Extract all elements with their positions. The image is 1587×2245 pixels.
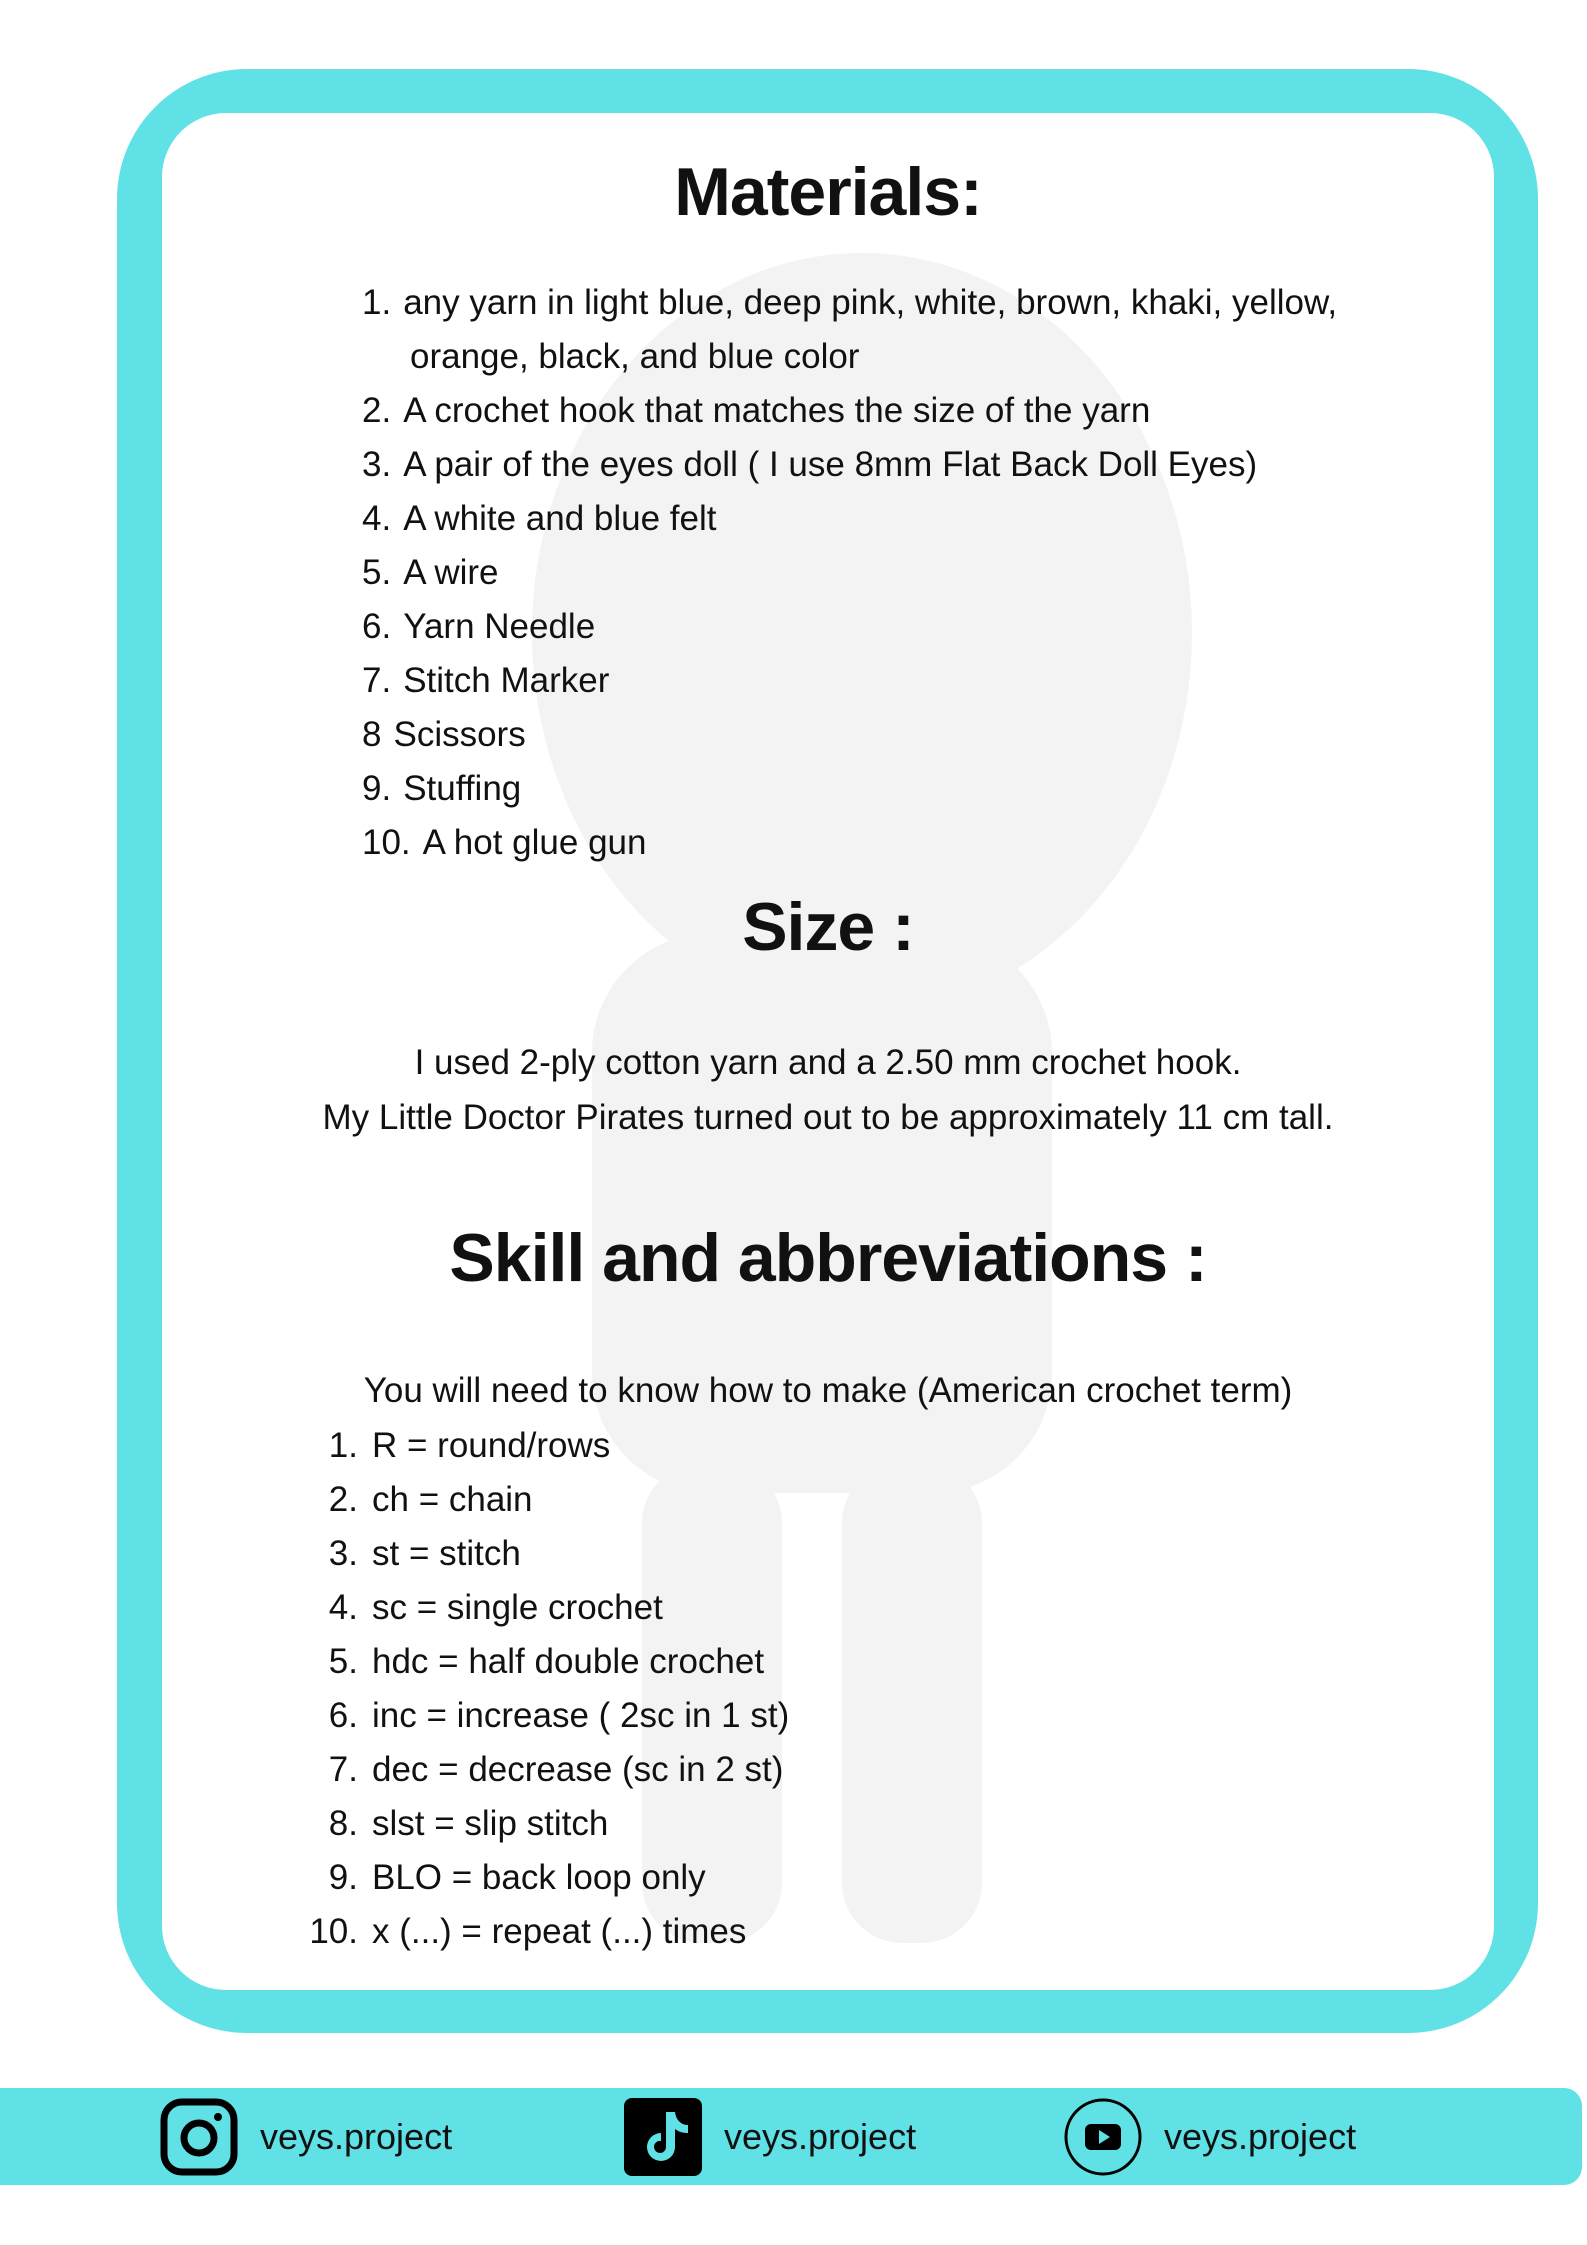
abbreviation-item — [298, 1804, 608, 1844]
item-text: A hot glue gun — [422, 823, 647, 862]
item-text: A pair of the eyes doll ( I use 8mm Flat Back Doll Eyes) — [403, 445, 1258, 484]
materials-item — [362, 553, 499, 593]
abbreviation-item — [298, 1912, 746, 1952]
item-number: 8. — [328, 1804, 358, 1843]
instagram-handle: veys.project — [260, 2116, 453, 2157]
item-number: 7. — [328, 1750, 358, 1789]
size-heading: Size : — [742, 889, 914, 965]
item-text: Stitch Marker — [403, 661, 610, 700]
materials-heading: Materials: — [674, 154, 982, 230]
item-text: Yarn Needle — [403, 607, 596, 646]
item-text: slst = slip stitch — [372, 1804, 609, 1843]
item-number: 2. — [328, 1480, 358, 1519]
item-text: st = stitch — [372, 1534, 521, 1573]
materials-item — [362, 391, 1150, 431]
youtube-link[interactable] — [1064, 2098, 1356, 2176]
item-text: hdc = half double crochet — [372, 1642, 765, 1681]
tiktok-handle: veys.project — [724, 2116, 917, 2157]
abbreviation-item — [298, 1696, 789, 1736]
item-number: 6. — [328, 1696, 358, 1735]
item-number: 3. — [362, 445, 392, 484]
item-number: 10. — [309, 1912, 358, 1951]
abbreviation-item — [298, 1426, 610, 1466]
item-number: 5. — [328, 1642, 358, 1681]
item-number: 1. — [328, 1426, 358, 1465]
materials-item — [362, 499, 716, 539]
abbreviation-item — [298, 1750, 783, 1790]
item-number: 7. — [362, 661, 392, 700]
item-number: 8 — [362, 715, 382, 754]
item-number: 4. — [362, 499, 392, 538]
item-number: 10. — [362, 823, 411, 862]
item-text: A white and blue felt — [403, 499, 717, 538]
item-text: x (...) = repeat (...) times — [372, 1912, 747, 1951]
item-text: Stuffing — [403, 769, 522, 808]
abbreviation-item — [298, 1642, 764, 1682]
skills-intro: You will need to know how to make (American crochet term) — [363, 1371, 1293, 1410]
social-footer — [0, 2088, 1582, 2185]
item-text: ch = chain — [372, 1480, 533, 1519]
item-text: sc = single crochet — [372, 1588, 663, 1627]
item-text: BLO = back loop only — [372, 1858, 706, 1897]
item-text: dec = decrease (sc in 2 st) — [372, 1750, 784, 1789]
materials-item — [362, 769, 521, 809]
skills-heading: Skill and abbreviations : — [449, 1220, 1207, 1296]
materials-item — [362, 283, 1337, 323]
instagram-icon — [160, 2098, 238, 2176]
item-text: orange, black, and blue color — [410, 337, 860, 376]
size-line-1: I used 2-ply cotton yarn and a 2.50 mm crochet hook. — [414, 1043, 1242, 1082]
abbreviation-item — [298, 1588, 663, 1628]
item-number: 9. — [362, 769, 392, 808]
instagram-link[interactable] — [160, 2098, 452, 2176]
item-number: 1. — [362, 283, 392, 322]
youtube-icon — [1064, 2098, 1142, 2176]
item-text: Scissors — [393, 715, 526, 754]
materials-item — [410, 337, 859, 377]
abbreviation-item — [298, 1534, 521, 1574]
item-text: A crochet hook that matches the size of the yarn — [403, 391, 1151, 430]
tiktok-link[interactable] — [624, 2098, 916, 2176]
tiktok-icon — [624, 2098, 702, 2176]
materials-item — [362, 445, 1257, 485]
item-number: 6. — [362, 607, 392, 646]
materials-item — [362, 607, 595, 647]
youtube-handle: veys.project — [1164, 2116, 1357, 2157]
item-text: inc = increase ( 2sc in 1 st) — [372, 1696, 790, 1735]
materials-item — [362, 715, 526, 755]
abbreviation-item — [298, 1480, 533, 1520]
item-text: any yarn in light blue, deep pink, white, brown, khaki, yellow, — [403, 283, 1338, 322]
materials-item — [362, 661, 609, 701]
materials-item — [362, 823, 646, 863]
item-text: A wire — [403, 553, 499, 592]
item-number: 3. — [328, 1534, 358, 1573]
item-number: 4. — [328, 1588, 358, 1627]
item-text: R = round/rows — [372, 1426, 611, 1465]
size-line-2: My Little Doctor Pirates turned out to be approximately 11 cm tall. — [322, 1098, 1334, 1137]
content-card — [162, 113, 1494, 1990]
abbreviation-item — [298, 1858, 706, 1898]
item-number: 2. — [362, 391, 392, 430]
item-number: 5. — [362, 553, 392, 592]
item-number: 9. — [328, 1858, 358, 1897]
